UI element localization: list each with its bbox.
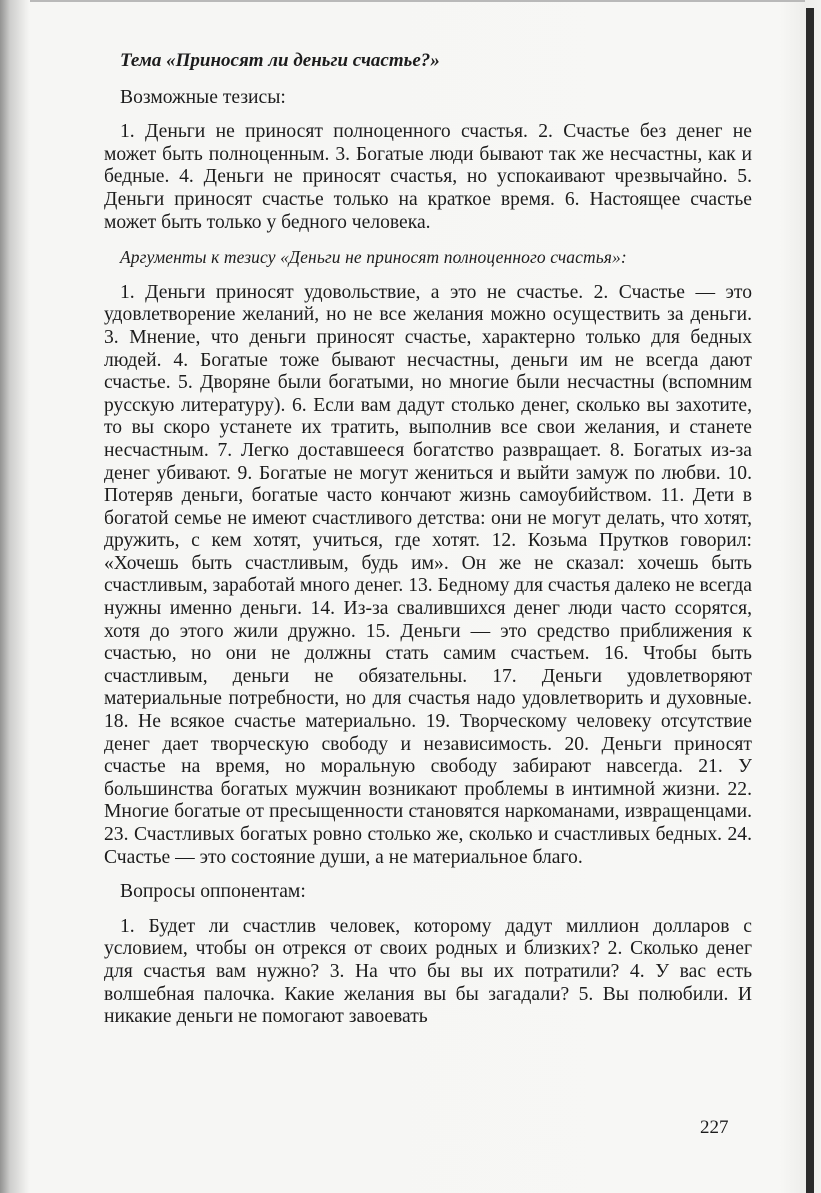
questions-label: Вопросы оппонентам:: [120, 881, 306, 903]
theses-paragraph: 1. Деньги не приносят полноценного счастья. 2. Счастье без денег не может быть полноценным. 3. Богатые люди бывают так же несчастны, как и бедные. 4. Деньги не приносят счастья, но успокаивают чрезвычайно. 5. Деньги приносят счастье только на краткое время. 6. Настоящее счастье может быть только у бедного человека.: [104, 121, 752, 233]
page-binding-shadow: [0, 0, 30, 1193]
page-number: 227: [700, 1117, 729, 1138]
top-edge-line: [30, 0, 805, 2]
theses-label: Возможные тезисы:: [120, 86, 286, 108]
page-content: [104, 50, 752, 1041]
arguments-paragraph: 1. Деньги приносят удовольствие, а это не счастье. 2. Счастье — это удовлетворение желаний, но не все желания можно осуществить за деньги. 3. Мнение, что деньги приносят счастье, характерно только для бедных людей. 4. Богатые тоже бывают несчастны, деньги им не всегда дают счастье. 5. Дворяне были богатыми, но многие были несчастны (вспомним русскую литературу). 6. Если вам дадут столько денег, сколько вы захотите, то вы скоро устанете их тратить, выполнив все свои желания, и станете несчастным. 7. Легко доставшееся богатство развращает. 8. Богатых из-за денег убивают. 9. Богатые не могут жениться и выйти замуж по любви. 10. Потеряв деньги, богатые часто кончают жизнь самоубийством. 11. Дети в богатой семье не имеют счастливого детства: они не могут делать, что хотят, дружить, с кем хотят, учиться, где хотят. 12. Козьма Прутков говорил: «Хочешь быть счастливым, будь им». Он же не сказал: хочешь быть счастливым, заработай много денег. 13. Бедному для счастья далеко не всегда нужны именно деньги. 14. Из-за свалившихся денег люди часто ссорятся, хотя до этого жили дружно. 15. Деньги — это средство приближения к счастью, но они не должны стать самим счастьем. 16. Чтобы быть счастливым, деньги не обязательны. 17. Деньги удовлетворяют материальные потребности, но для счастья надо удовлетворить и духовные. 18. Не всякое счастье материально. 19. Творческому человеку отсутствие денег дает творческую свободу и независимость. 20. Деньги приносят счастье на время, но моральную свободу забирают навсегда. 21. У большинства богатых мужчин возникают проблемы в интимной жизни. 22. Многие богатые от пресыщенности становятся наркоманами, извращенцами. 23. Счастливых богатых ровно столько же, сколько и счастливых бедных. 24. Счастье — это состояние души, а не материальное благо.: [104, 281, 752, 868]
topic-title: Тема «Приносят ли деньги счастье?»: [120, 50, 440, 71]
questions-paragraph: 1. Будет ли счастлив человек, которому дадут миллион долларов с условием, чтобы он отрекся от своих родных и близких? 2. Сколько денег для счастья вам нужно? 3. На что бы вы их потратили? 4. У вас есть волшебная палочка. Какие желания вы бы загадали? 5. Вы полюбили. И никакие деньги не помогают завоевать: [104, 915, 752, 1028]
arguments-heading: Аргументы к тезису «Деньги не приносят полноценного счастья»:: [120, 247, 627, 268]
right-edge-bar: [806, 8, 814, 1193]
